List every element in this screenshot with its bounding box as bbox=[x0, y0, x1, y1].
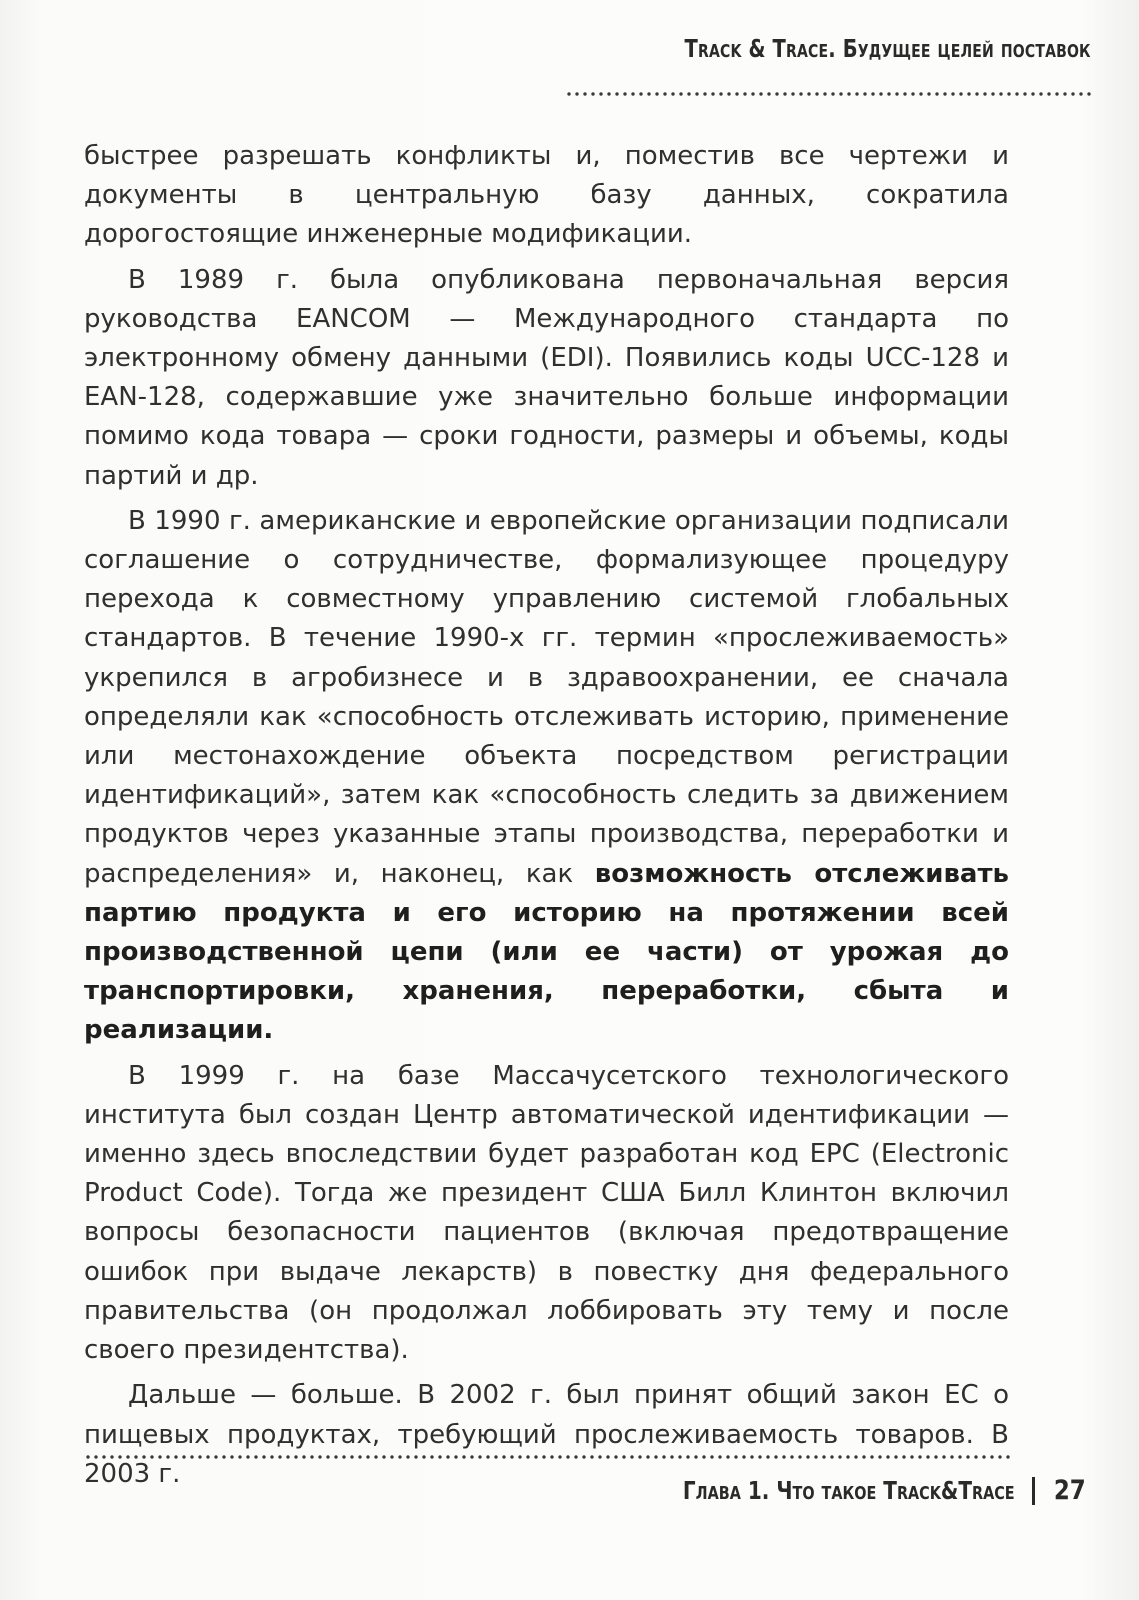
header-dotted-rule bbox=[565, 92, 1091, 96]
running-head-title: Track & Trace. Будущее целей поставок bbox=[684, 34, 1091, 63]
page-footer bbox=[600, 1475, 1089, 1506]
body-text bbox=[84, 137, 1009, 1500]
footer-dotted-rule bbox=[84, 1455, 1010, 1459]
paragraph-3-text: В 1990 г. американские и европейские организации подписали соглашение о сотрудничестве, формализующее процедуру перехода к совместному управлению системой глобальных стандартов. В течение 1990-х гг. термин «прослеживаемость» укрепился в агробизнесе и в здравоохранении, ее сначала определяли как «способность отслеживать историю, применение или местонахождение объекта посредством регистрации идентификаций», затем как «способность следить за движением продуктов через указанные этапы производства, переработки и распределения» и, наконец, как bbox=[84, 505, 1009, 889]
paragraph-3 bbox=[84, 502, 1009, 1051]
paragraph-4: В 1999 г. на базе Массачусетского технологического института был создан Центр автоматической идентификации — именно здесь впоследствии будет разработан код EPC (Electronic Product Code). Тогда же президент США Билл Клинтон включил вопросы безопасности пациентов (включая предотвращение ошибок при выдаче лекарств) в повестку дня федерального правительства (он продолжал лоббировать эту тему и после своего президентства). bbox=[84, 1060, 1009, 1366]
page-number: 27 bbox=[1054, 1475, 1087, 1506]
paragraph-2: В 1989 г. была опубликована первоначальная версия руководства EANCOM — Международного стандарта по электронному обмену данными (EDI). Появились коды UCC-128 и EAN-128, содержавшие уже значительно больше информации помимо кода товара — сроки годности, размеры и объемы, коды партий и др. bbox=[84, 264, 1009, 491]
paragraph-5: Дальше — больше. В 2002 г. был принят общий закон ЕС о пищевых продуктах, требующий прослеживаемость товаров. В 2003 г. bbox=[84, 1380, 1009, 1489]
paragraph-3-bold-definition: возможность отслеживать партию продукта и его историю на протяжении всей производственной цепи (или ее части) от урожая до транспортировки, хранения, переработки, сбыта и реализации. bbox=[84, 858, 1009, 1046]
footer-chapter-title: Глава 1. Что такое Track&Trace bbox=[682, 1476, 1015, 1505]
footer-separator bbox=[1032, 1477, 1035, 1505]
paragraph-1: быстрее разрешать конфликты и, поместив все чертежи и документы в центральную базу данных, сократила дорогостоящие инженерные модификации. bbox=[84, 141, 1009, 250]
